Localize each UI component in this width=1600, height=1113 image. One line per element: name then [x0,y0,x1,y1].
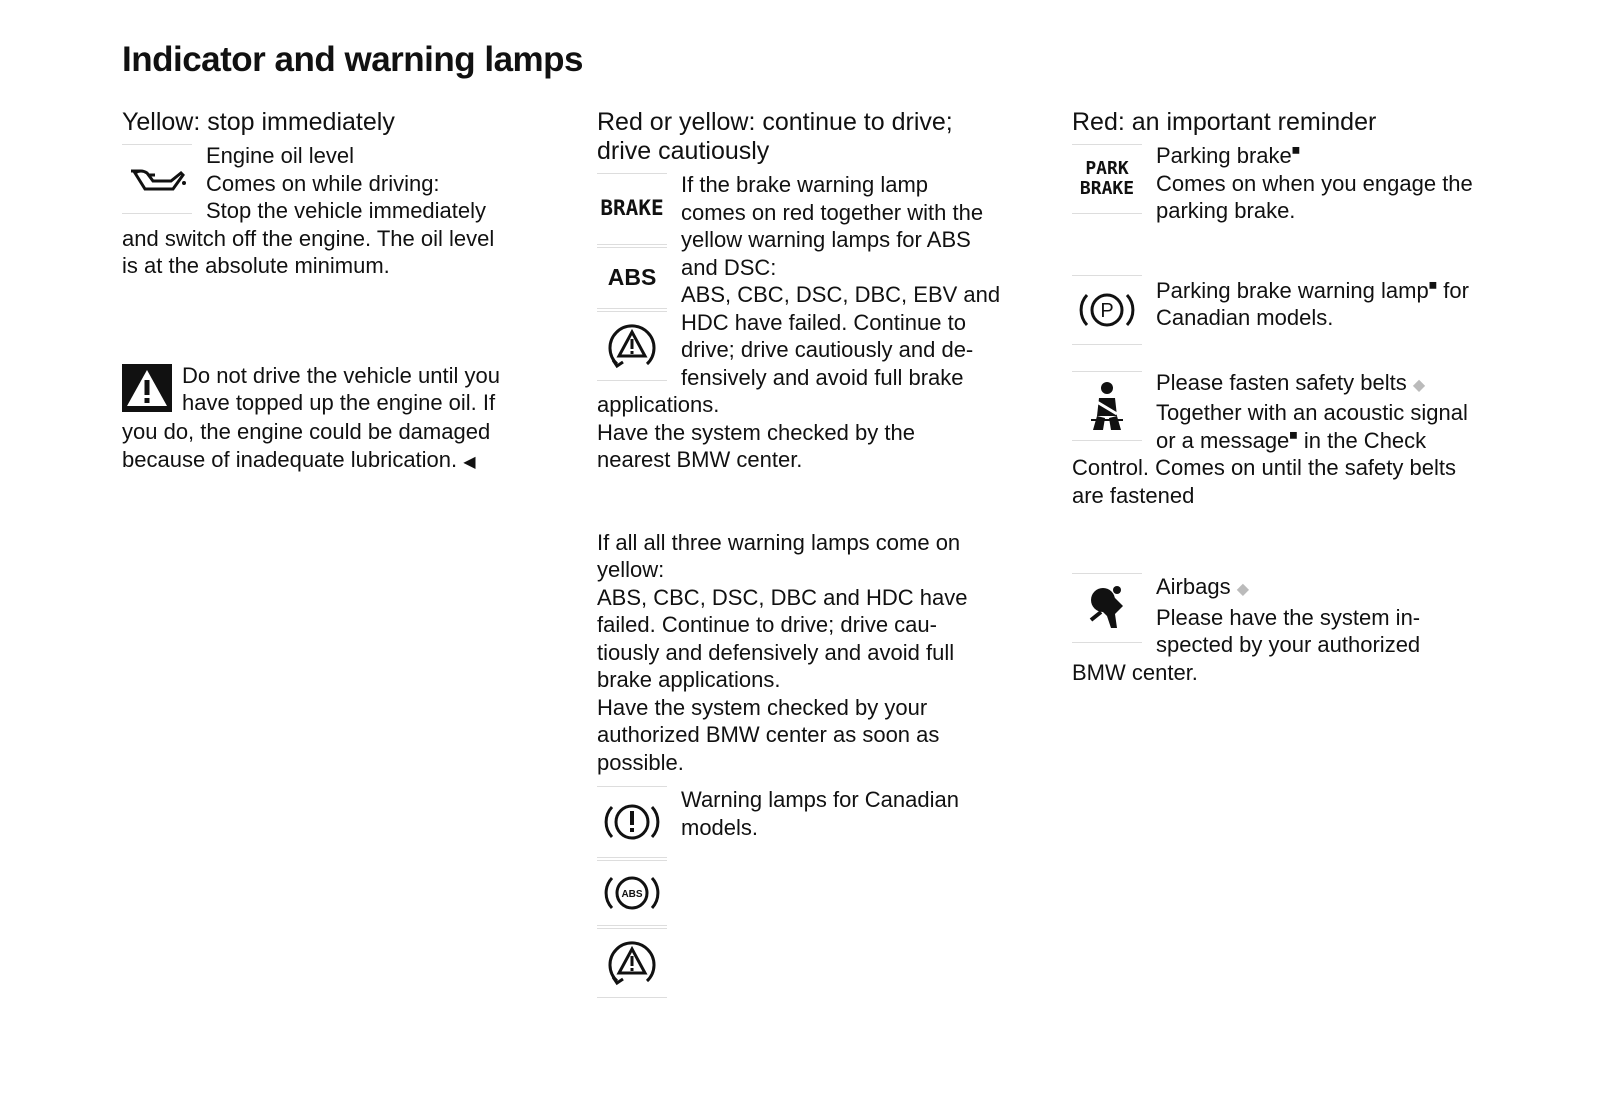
safety-belts-block [1072,369,1542,455]
parking-brake-canada-block [1072,275,1542,347]
oil-label: Engine oil level [206,143,354,168]
belts-text-3: Control. Comes on until the safety belts [1072,455,1456,480]
yellow-text-1: If all all three warning lamps come on [597,529,961,555]
park-text-1: Comes on when you engage the [1156,170,1473,196]
pcan-text-2: Canadian models. [1156,305,1334,330]
svg-text:ABS: ABS [621,889,643,900]
airbags-label: Airbags ◆ [1156,574,1250,599]
belts-text-4: are fastened [1072,482,1195,508]
section-heading-red-yellow: Red or yellow: continue to drive; drive cautiously [597,108,953,165]
brake-warning-block [597,171,1057,391]
park-brake-lamp-icon: PARK BRAKE [1072,144,1142,214]
yellow-text-2: yellow: [597,557,665,582]
yellow-text-6: brake applications. [597,667,781,692]
brake-lamp-icon: BRAKE [597,173,667,245]
brake-text-1: If the brake warning lamp [681,172,929,197]
yellow-text-9: possible. [597,749,684,775]
brake-text-4: and DSC: [681,254,777,280]
brake-text-8: fensively and avoid full brake [681,364,964,390]
warning-text-3: you do, the engine could be damaged [122,419,491,444]
warning-text-2: have topped up the engine oil. If [182,390,496,415]
pcan-text-1: Parking brake warning lamp■ for [1156,276,1469,303]
warning-text-1: Do not drive the vehicle until you [182,362,500,388]
oil-text-4: is at the absolute minimum. [122,253,390,278]
end-marker-icon: ◀ [463,453,476,471]
all-yellow-block [597,529,1057,777]
canadian-lamps-block [597,786,1057,1000]
belts-text-2: or a message■ in the Check [1156,426,1427,453]
canadian-abs-lamp-icon [597,860,667,926]
airbag-text-1: Please have the system in- [1156,604,1421,630]
canadian-text-2: models. [681,814,759,840]
brake-text-7: drive; drive cautiously and de- [681,337,974,362]
brake-text-11: nearest BMW center. [597,447,803,472]
oil-level-block [122,142,572,225]
abs-lamp-icon: ABS [597,247,667,309]
brake-text-3: yellow warning lamps for ABS [681,227,971,252]
canadian-text-1: Warning lamps for Canadian [681,787,959,812]
yellow-text-5: tiously and defensively and avoid full [597,639,955,665]
warning-text-4: because of inadequate lubrication. ◀ [122,446,476,472]
page-title: Indicator and warning lamps [122,40,584,79]
brake-text-9: applications. [597,392,720,417]
airbag-icon [1072,573,1142,643]
dsc-lamp-icon [597,311,667,381]
oil-text-1: Comes on while driving: [206,170,440,196]
column-red-or-yellow [597,108,1057,1000]
canadian-brake-lamp-icon [597,786,667,858]
section-heading-yellow: Yellow: stop immediately [122,108,395,136]
column-yellow-stop [122,108,572,476]
yellow-text-8: authorized BMW center as soon as [597,722,940,747]
airbags-block [1072,573,1542,659]
airbag-text-2: spected by your authorized [1156,632,1421,657]
brake-text-10: Have the system checked by the [597,419,915,445]
canadian-dsc-lamp-icon [597,928,667,998]
engine-oil-warning-block [122,362,572,419]
brake-text-6: HDC have failed. Continue to [681,309,966,335]
airbag-text-3: BMW center. [1072,659,1198,685]
svg-text:P: P [1100,299,1114,322]
yellow-text-4: failed. Continue to drive; drive cau- [597,612,937,637]
parking-brake-block [1072,142,1542,225]
oil-text-2: Stop the vehicle immediately [206,198,487,223]
oil-can-icon [122,144,192,214]
brake-text-5: ABS, CBC, DSC, DBC, EBV and [681,282,1001,307]
belts-text-1: Together with an acoustic signal [1156,400,1468,425]
yellow-text-7: Have the system checked by your [597,694,928,720]
parking-brake-canada-icon [1072,275,1142,345]
section-heading-red: Red: an important reminder [1072,108,1377,136]
yellow-text-3: ABS, CBC, DSC, DBC and HDC have [597,584,968,610]
belts-label: Please fasten safety belts ◆ [1156,369,1426,395]
seat-belt-icon [1072,371,1142,441]
parking-brake-label: Parking brake■ [1156,142,1301,168]
park-text-2: parking brake. [1156,198,1296,223]
brake-text-2: comes on red together with the [681,199,984,225]
warning-triangle-icon [122,364,172,419]
oil-text-3: and switch off the engine. The oil level [122,225,495,251]
column-red-reminder [1072,108,1542,686]
